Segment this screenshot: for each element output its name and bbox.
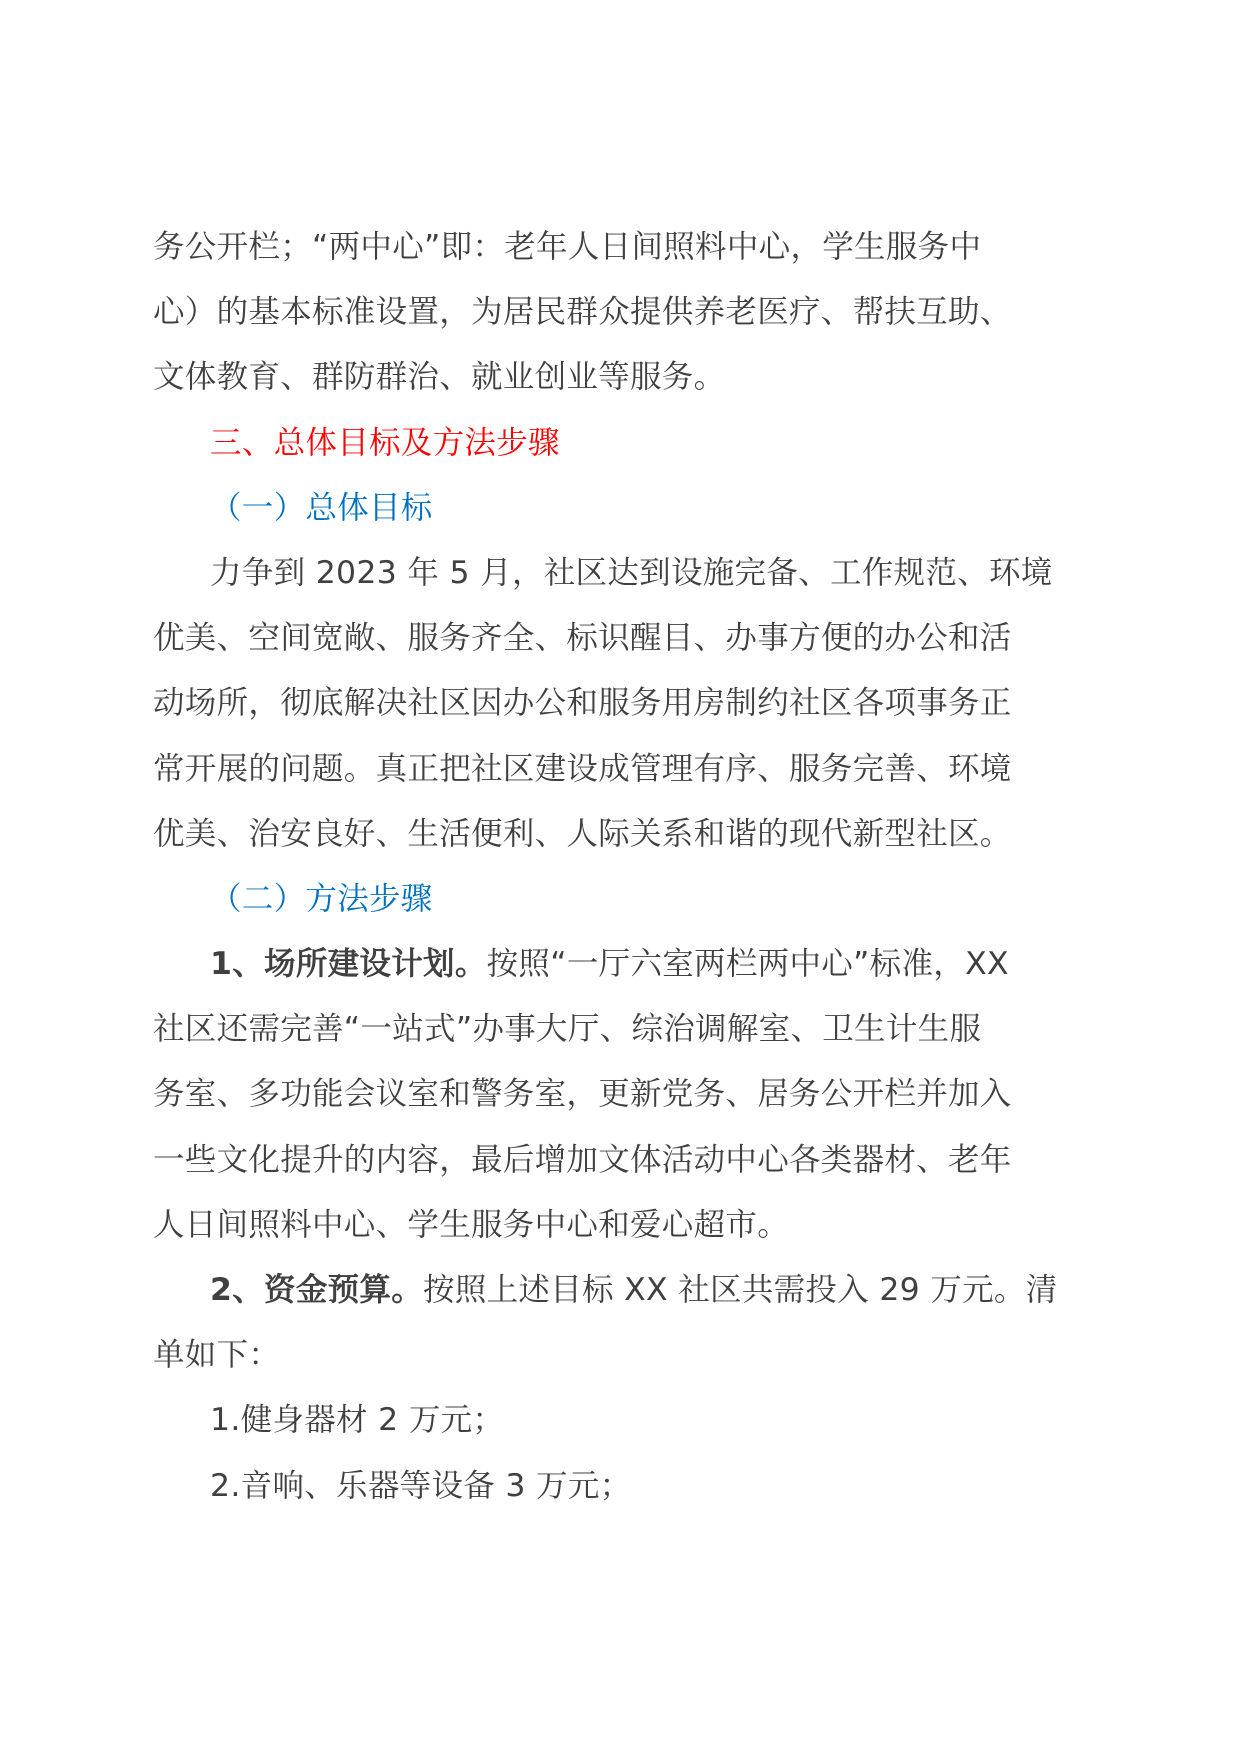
list-item: 1.健身器材 2 万元； bbox=[210, 1402, 505, 1439]
list-item: 2.音响、乐器等设备 3 万元； bbox=[210, 1467, 632, 1504]
text-line: 心）的基本标准设置，为居民群众提供养老医疗、帮扶互助、 bbox=[153, 294, 1012, 331]
text-line: 人日间照料中心、学生服务中心和爱心超市。 bbox=[153, 1206, 790, 1243]
goal-paragraph bbox=[153, 541, 1093, 867]
text-line bbox=[153, 932, 1093, 997]
step1-first-line: 按照“一厅六室两栏两中心”标准，XX bbox=[486, 946, 1009, 983]
subsection-heading-goal: （一）总体目标 bbox=[210, 489, 433, 526]
text-line: 社区还需完善“一站式”办事大厅、综治调解室、卫生计生服 bbox=[153, 1011, 982, 1048]
text-line: 文体教育、群防群治、就业创业等服务。 bbox=[153, 359, 726, 396]
text-line: 一些文化提升的内容，最后增加文体活动中心各类器材、老年 bbox=[153, 1141, 1012, 1178]
step2-paragraph bbox=[153, 1258, 1093, 1388]
text-line: 单如下： bbox=[153, 1337, 281, 1374]
text-line: 常开展的问题。真正把社区建设成管理有序、服务完善、环境 bbox=[153, 750, 1012, 787]
text-line: 优美、治安良好、生活便利、人际关系和谐的现代新型社区。 bbox=[153, 815, 1012, 852]
text-line: 务室、多功能会议室和警务室，更新党务、居务公开栏并加入 bbox=[153, 1076, 1012, 1113]
step2-first-line: 按照上述目标 XX 社区共需投入 29 万元。清 bbox=[423, 1272, 1058, 1308]
budget-list bbox=[153, 1388, 1093, 1518]
step1-label: 1、场所建设计划。 bbox=[210, 946, 487, 983]
intro-paragraph bbox=[153, 215, 1093, 411]
text-line: 务公开栏；“两中心”即：老年人日间照料中心，学生服务中 bbox=[153, 229, 982, 265]
text-line: 力争到 2023 年 5 月，社区达到设施完备、工作规范、环境 bbox=[210, 554, 1053, 591]
subsection-heading-steps: （二）方法步骤 bbox=[210, 880, 433, 917]
document-page bbox=[153, 215, 1093, 1519]
text-line: 优美、空间宽敞、服务齐全、标识醒目、办事方便的办公和活 bbox=[153, 620, 1012, 657]
text-line bbox=[153, 1258, 1093, 1323]
step2-label: 2、资金预算。 bbox=[210, 1272, 424, 1308]
step1-paragraph bbox=[153, 932, 1093, 1258]
section-heading: 三、总体目标及方法步骤 bbox=[210, 424, 560, 461]
text-line: 动场所，彻底解决社区因办公和服务用房制约社区各项事务正 bbox=[153, 685, 1012, 722]
